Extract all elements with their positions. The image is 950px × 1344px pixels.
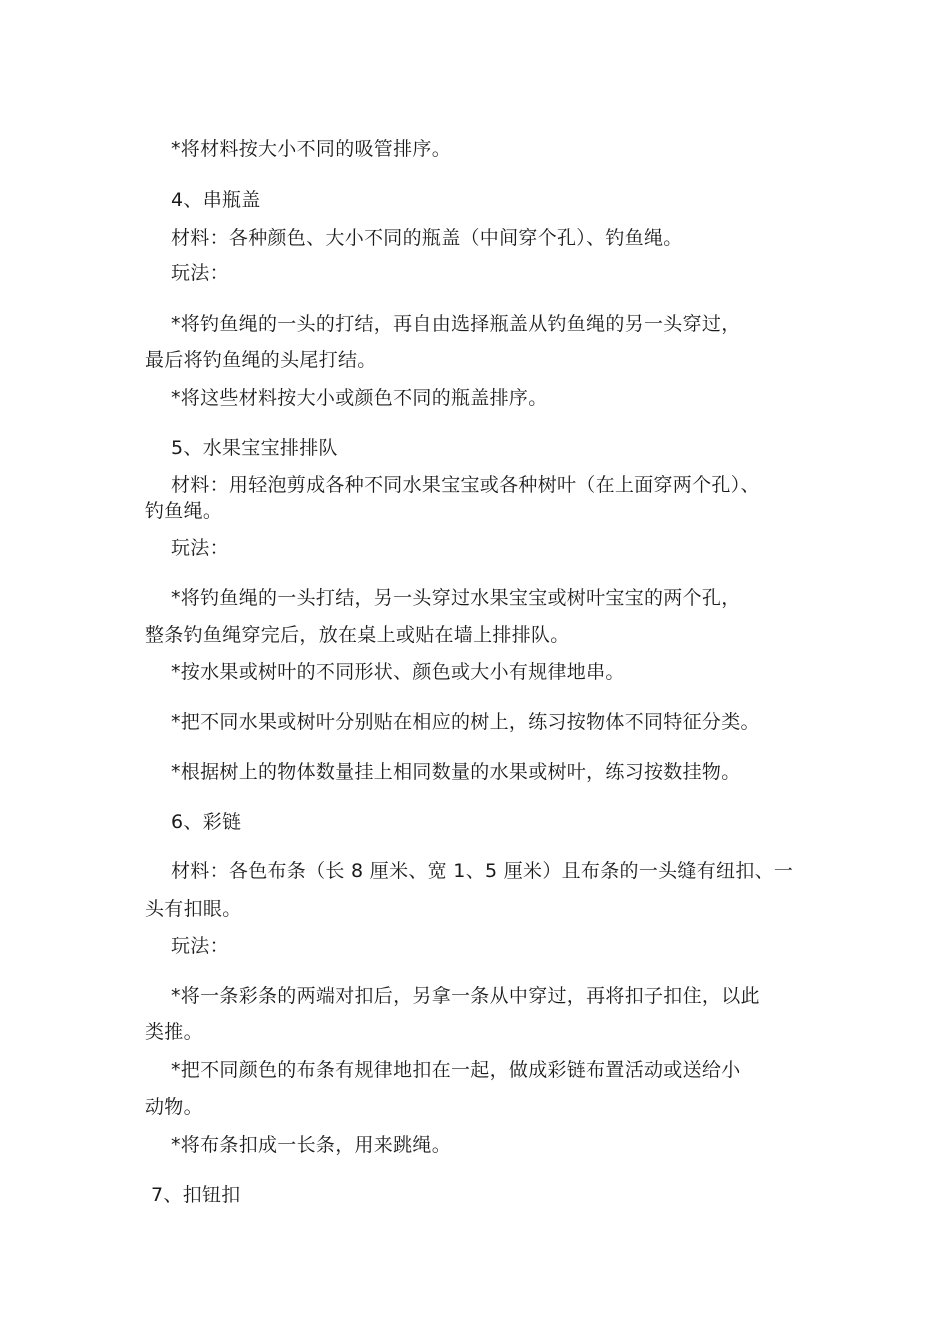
paragraph-gameplay-item: *将钓鱼绳的一头的打结，再自由选择瓶盖从钓鱼绳的另一头穿过， bbox=[171, 313, 741, 335]
heading-colored-chain: 6、彩链 bbox=[171, 811, 242, 833]
paragraph-materials: 材料：各色布条（长 8 厘米、宽 1、5 厘米）且布条的一头缝有纽扣、一 bbox=[171, 860, 794, 882]
paragraph-gameplay-label: 玩法： bbox=[171, 935, 229, 957]
paragraph-gameplay-item: *将布条扣成一长条，用来跳绳。 bbox=[171, 1134, 452, 1156]
paragraph-continuation: 整条钓鱼绳穿完后，放在桌上或贴在墙上排排队。 bbox=[145, 624, 570, 646]
paragraph-gameplay-item: *将钓鱼绳的一头打结，另一头穿过水果宝宝或树叶宝宝的两个孔， bbox=[171, 587, 741, 609]
paragraph-gameplay-item: *将一条彩条的两端对扣后，另拿一条从中穿过，再将扣子扣住，以此 bbox=[171, 985, 760, 1007]
paragraph-materials: 材料：用轻泡剪成各种不同水果宝宝或各种树叶（在上面穿两个孔）、 bbox=[171, 474, 760, 496]
paragraph-continuation: 最后将钓鱼绳的头尾打结。 bbox=[145, 349, 377, 371]
paragraph-gameplay-label: 玩法： bbox=[171, 537, 229, 559]
paragraph-materials: 材料：各种颜色、大小不同的瓶盖（中间穿个孔）、钓鱼绳。 bbox=[171, 227, 683, 249]
paragraph-gameplay-item: *将这些材料按大小或颜色不同的瓶盖排序。 bbox=[171, 387, 548, 409]
paragraph-continuation: 钓鱼绳。 bbox=[145, 500, 223, 522]
paragraph-straw-sort: *将材料按大小不同的吸管排序。 bbox=[171, 138, 452, 160]
paragraph-gameplay-item: *根据树上的物体数量挂上相同数量的水果或树叶，练习按数挂物。 bbox=[171, 761, 741, 783]
paragraph-continuation: 头有扣眼。 bbox=[145, 898, 242, 920]
paragraph-continuation: 类推。 bbox=[145, 1021, 203, 1043]
paragraph-gameplay-item: *把不同水果或树叶分别贴在相应的树上，练习按物体不同特征分类。 bbox=[171, 711, 760, 733]
paragraph-gameplay-label: 玩法： bbox=[171, 262, 229, 284]
heading-fruit-babies-line-up: 5、水果宝宝排排队 bbox=[171, 437, 338, 459]
heading-buttoning: 7、扣钮扣 bbox=[151, 1184, 241, 1206]
heading-string-bottle-caps: 4、串瓶盖 bbox=[171, 189, 261, 211]
paragraph-gameplay-item: *按水果或树叶的不同形状、颜色或大小有规律地串。 bbox=[171, 661, 625, 683]
paragraph-gameplay-item: *把不同颜色的布条有规律地扣在一起，做成彩链布置活动或送给小 bbox=[171, 1059, 741, 1081]
paragraph-continuation: 动物。 bbox=[145, 1096, 203, 1118]
